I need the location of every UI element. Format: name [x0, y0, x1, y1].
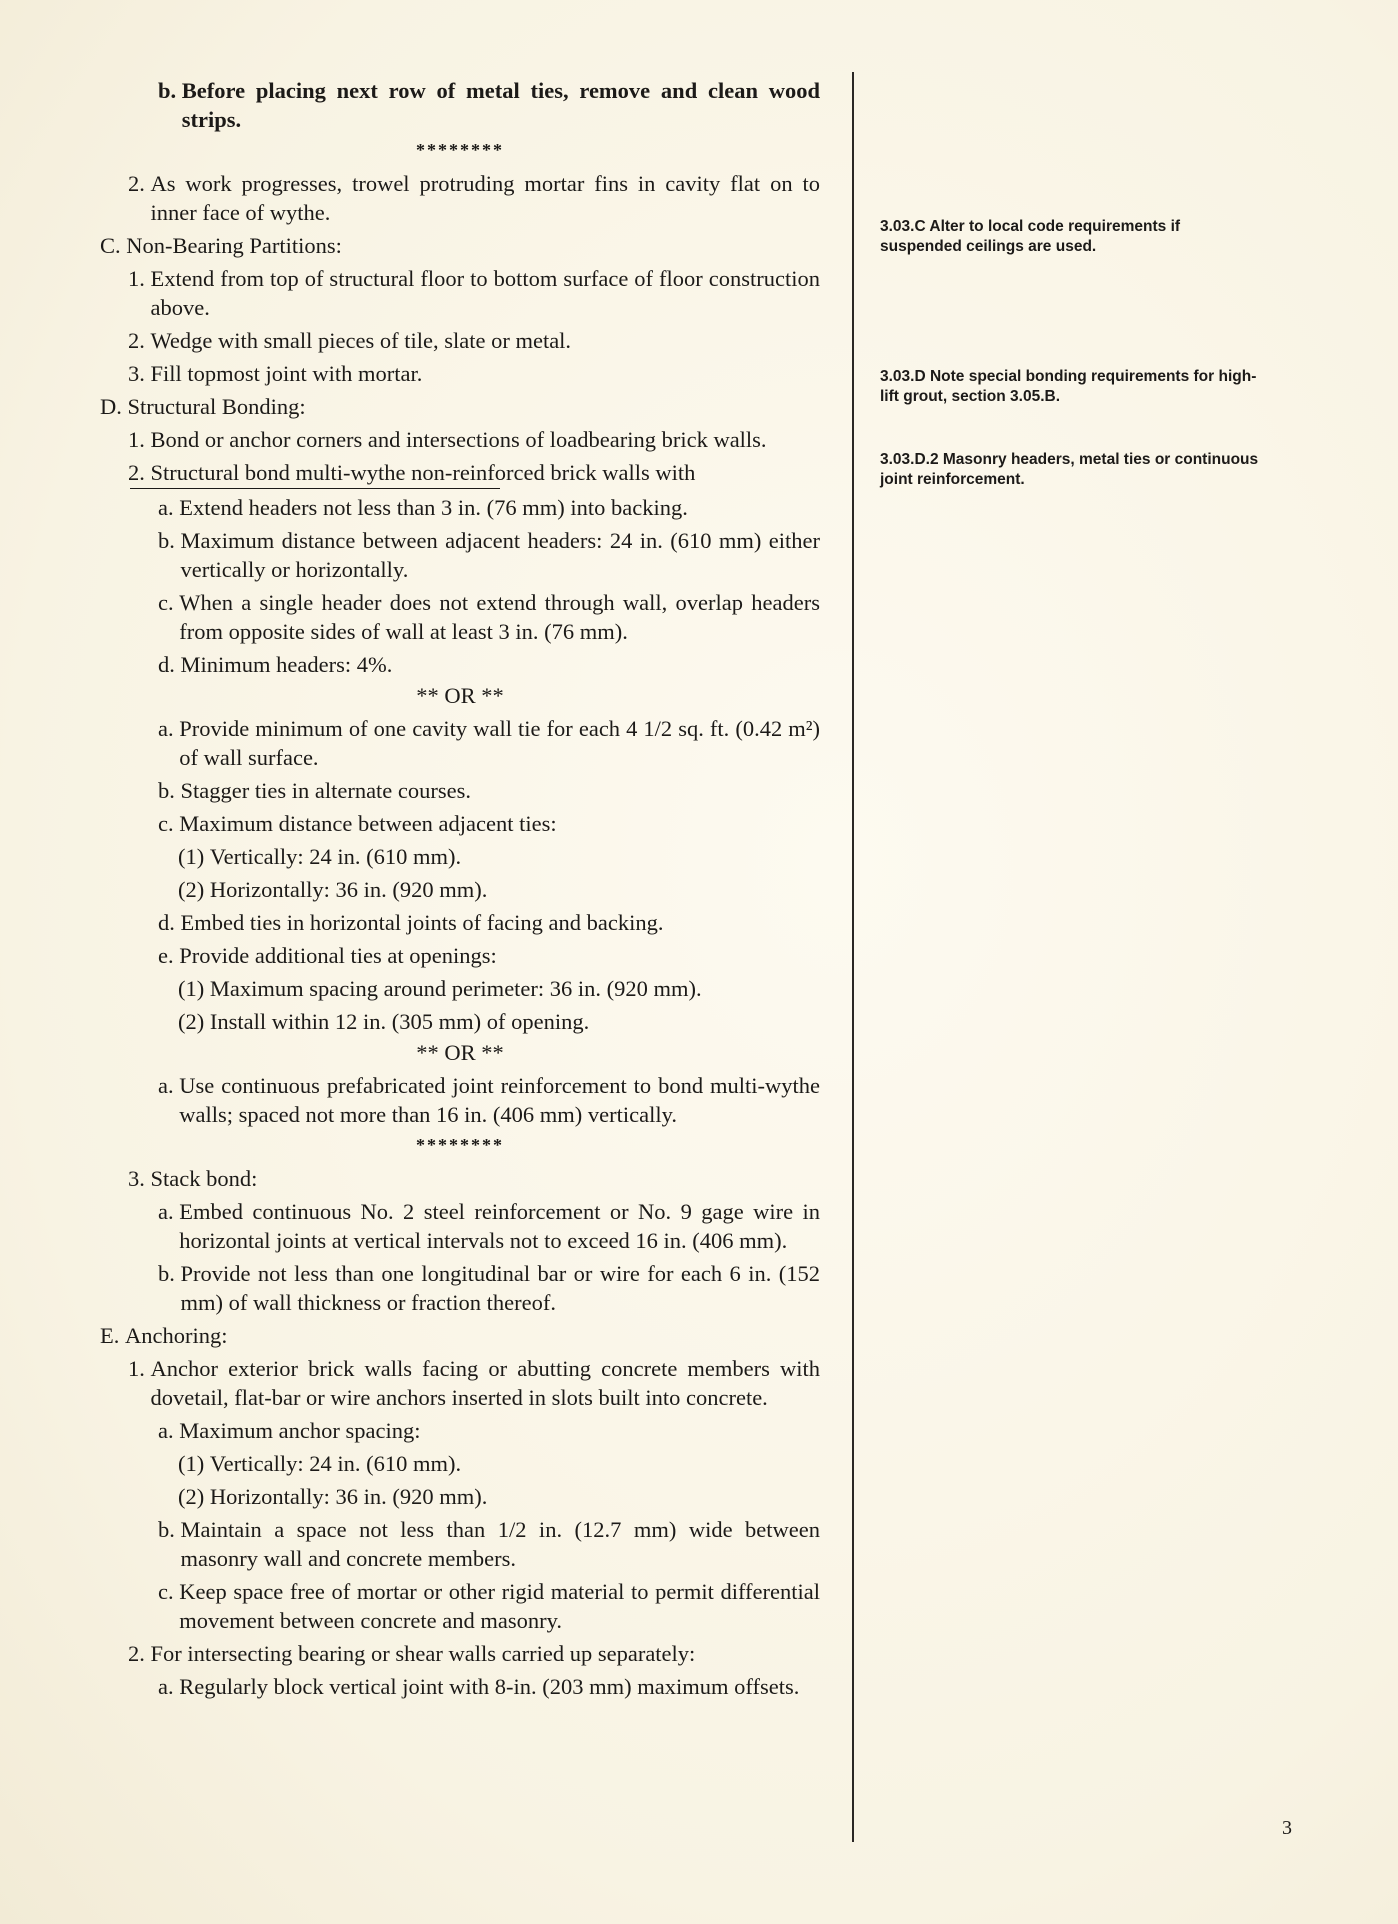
- list-text: Regularly block vertical joint with 8-in. (203 mm) maximum offsets.: [179, 1674, 800, 1699]
- list-text: Use continuous prefabricated joint reinforcement to bond multi-wythe walls; spaced not more than 16 in. (406 mm) vertically.: [179, 1073, 820, 1127]
- list-text: Structural bond multi-wythe non-reinforced brick walls with: [150, 460, 696, 485]
- list-text: Maximum spacing around perimeter: 36 in. (920 mm).: [209, 976, 702, 1001]
- list-text: Provide minimum of one cavity wall tie for each 4 1/2 sq. ft. (0.42 m²) of wall surface.: [179, 716, 820, 770]
- list-item: [158, 809, 820, 838]
- list-item: [158, 1515, 820, 1573]
- list-marker: c.: [158, 1579, 180, 1604]
- list-marker: 1.: [128, 1356, 151, 1381]
- list-item: [128, 1164, 820, 1193]
- list-marker: (2): [178, 1009, 210, 1034]
- list-marker: 1.: [128, 427, 151, 452]
- list-text: For intersecting bearing or shear walls carried up separately:: [150, 1641, 696, 1666]
- list-marker: b.: [158, 78, 182, 103]
- list-marker: (2): [178, 1484, 210, 1509]
- list-text: Fill topmost joint with mortar.: [150, 361, 423, 386]
- list-text: Bond or anchor corners and intersections of loadbearing brick walls.: [150, 427, 767, 452]
- list-marker: a.: [158, 1073, 180, 1098]
- list-marker: b.: [158, 528, 181, 553]
- list-item: [158, 493, 820, 522]
- list-marker: 2.: [128, 328, 151, 353]
- list-marker: a.: [158, 495, 180, 520]
- list-item: [158, 526, 820, 584]
- list-text: Extend headers not less than 3 in. (76 mm) into backing.: [179, 495, 688, 520]
- list-marker: a.: [158, 1199, 180, 1224]
- list-marker: (1): [178, 844, 210, 869]
- list-item: [158, 1197, 820, 1255]
- list-text: When a single header does not extend through wall, overlap headers from opposite sides of wall at least 3 in. (76 mm).: [179, 590, 820, 644]
- list-item: [158, 1672, 820, 1701]
- list-item: [158, 588, 820, 646]
- list-item: [128, 1354, 820, 1412]
- list-marker: (1): [178, 976, 210, 1001]
- margin-note-3-03-c: 3.03.C Alter to local code requirements if suspended ceilings are used.: [880, 218, 1181, 255]
- list-marker: a.: [158, 1674, 180, 1699]
- list-text: Before placing next row of metal ties, remove and clean wood strips.: [181, 78, 820, 132]
- list-marker: e.: [158, 943, 180, 968]
- list-text: Anchoring:: [125, 1323, 228, 1348]
- list-marker: 3.: [128, 1166, 151, 1191]
- list-text: Anchor exterior brick walls facing or abutting concrete members with dovetail, flat-bar or wire anchors inserted in slots built into concrete.: [150, 1356, 820, 1410]
- list-item: [158, 76, 820, 134]
- list-item: [178, 875, 820, 904]
- list-marker: 2.: [128, 1641, 151, 1666]
- list-item: [158, 1259, 820, 1317]
- list-item: [178, 842, 820, 871]
- list-marker: d.: [158, 652, 181, 677]
- list-text: Stack bond:: [150, 1166, 258, 1191]
- list-marker: b.: [158, 778, 181, 803]
- column-divider: [852, 72, 854, 1842]
- list-marker: (1): [178, 1451, 210, 1476]
- list-item: [178, 974, 820, 1003]
- list-item: [128, 264, 820, 322]
- list-item: [158, 908, 820, 937]
- list-item: [100, 392, 820, 421]
- list-text: Maximum anchor spacing:: [179, 1418, 421, 1443]
- page-number: 3: [1282, 1817, 1292, 1839]
- list-item: [158, 1416, 820, 1445]
- list-text: Minimum headers: 4%.: [180, 652, 393, 677]
- list-item: [158, 1071, 820, 1129]
- list-item: [178, 1007, 820, 1036]
- list-text: Embed ties in horizontal joints of facing and backing.: [180, 910, 664, 935]
- list-marker: 2.: [128, 460, 151, 485]
- list-text: Vertically: 24 in. (610 mm).: [209, 1451, 462, 1476]
- list-item: [100, 1321, 820, 1350]
- list-text: Horizontally: 36 in. (920 mm).: [209, 877, 488, 902]
- list-marker: a.: [158, 1418, 180, 1443]
- list-marker: (2): [178, 877, 210, 902]
- list-marker: b.: [158, 1517, 181, 1542]
- list-item: [100, 231, 820, 260]
- list-text: Structural Bonding:: [127, 394, 306, 419]
- list-text: Stagger ties in alternate courses.: [180, 778, 472, 803]
- list-text: Wedge with small pieces of tile, slate or metal.: [150, 328, 572, 353]
- list-marker: 2.: [128, 171, 151, 196]
- list-marker: C.: [100, 233, 127, 258]
- list-item: [128, 359, 820, 388]
- list-item: [128, 326, 820, 355]
- fill-in-blank: [130, 487, 500, 489]
- list-text: Non-Bearing Partitions:: [126, 233, 342, 258]
- list-text: Install within 12 in. (305 mm) of opening.: [209, 1009, 590, 1034]
- or-separator: ** OR **: [416, 1040, 504, 1065]
- section-separator: ********: [416, 140, 504, 160]
- list-text: Keep space free of mortar or other rigid material to permit differential movement between concrete and masonry.: [179, 1579, 820, 1633]
- list-text: Provide not less than one longitudinal bar or wire for each 6 in. (152 mm) of wall thickness or fraction thereof.: [180, 1261, 820, 1315]
- list-marker: 3.: [128, 361, 151, 386]
- list-text: Embed continuous No. 2 steel reinforcement or No. 9 gage wire in horizontal joints at vertical intervals not to exceed 16 in. (406 mm).: [179, 1199, 820, 1253]
- list-item: [178, 1449, 820, 1478]
- list-text: Maintain a space not less than 1/2 in. (12.7 mm) wide between masonry wall and concrete members.: [180, 1517, 820, 1571]
- list-marker: b.: [158, 1261, 181, 1286]
- list-text: Horizontally: 36 in. (920 mm).: [209, 1484, 488, 1509]
- list-item: [128, 425, 820, 454]
- list-item: [158, 650, 820, 679]
- list-item: [158, 776, 820, 805]
- list-marker: E.: [100, 1323, 125, 1348]
- specification-body: [100, 72, 820, 1701]
- list-marker: 1.: [128, 266, 151, 291]
- list-marker: a.: [158, 716, 180, 741]
- list-item: [158, 714, 820, 772]
- margin-note-3-03-d-2: 3.03.D.2 Masonry headers, metal ties or continuous joint reinforcement.: [880, 451, 1259, 488]
- list-marker: c.: [158, 811, 180, 836]
- list-text: Maximum distance between adjacent headers: 24 in. (610 mm) either vertically or horizontally.: [180, 528, 820, 582]
- list-marker: D.: [100, 394, 128, 419]
- or-separator: ** OR **: [416, 683, 504, 708]
- margin-note-3-03-d: 3.03.D Note special bonding requirements for high-lift grout, section 3.05.B.: [880, 368, 1257, 405]
- list-text: As work progresses, trowel protruding mortar fins in cavity flat on to inner face of wythe.: [150, 171, 820, 225]
- list-item: [128, 1639, 820, 1668]
- list-text: Extend from top of structural floor to bottom surface of floor construction above.: [150, 266, 820, 320]
- list-marker: d.: [158, 910, 181, 935]
- section-separator: ********: [416, 1135, 504, 1155]
- list-text: Provide additional ties at openings:: [179, 943, 497, 968]
- list-text: Vertically: 24 in. (610 mm).: [209, 844, 462, 869]
- list-text: Maximum distance between adjacent ties:: [179, 811, 557, 836]
- list-item: [158, 941, 820, 970]
- list-marker: c.: [158, 590, 180, 615]
- list-item: [178, 1482, 820, 1511]
- list-item: [128, 169, 820, 227]
- list-item: [128, 458, 820, 489]
- list-item: [158, 1577, 820, 1635]
